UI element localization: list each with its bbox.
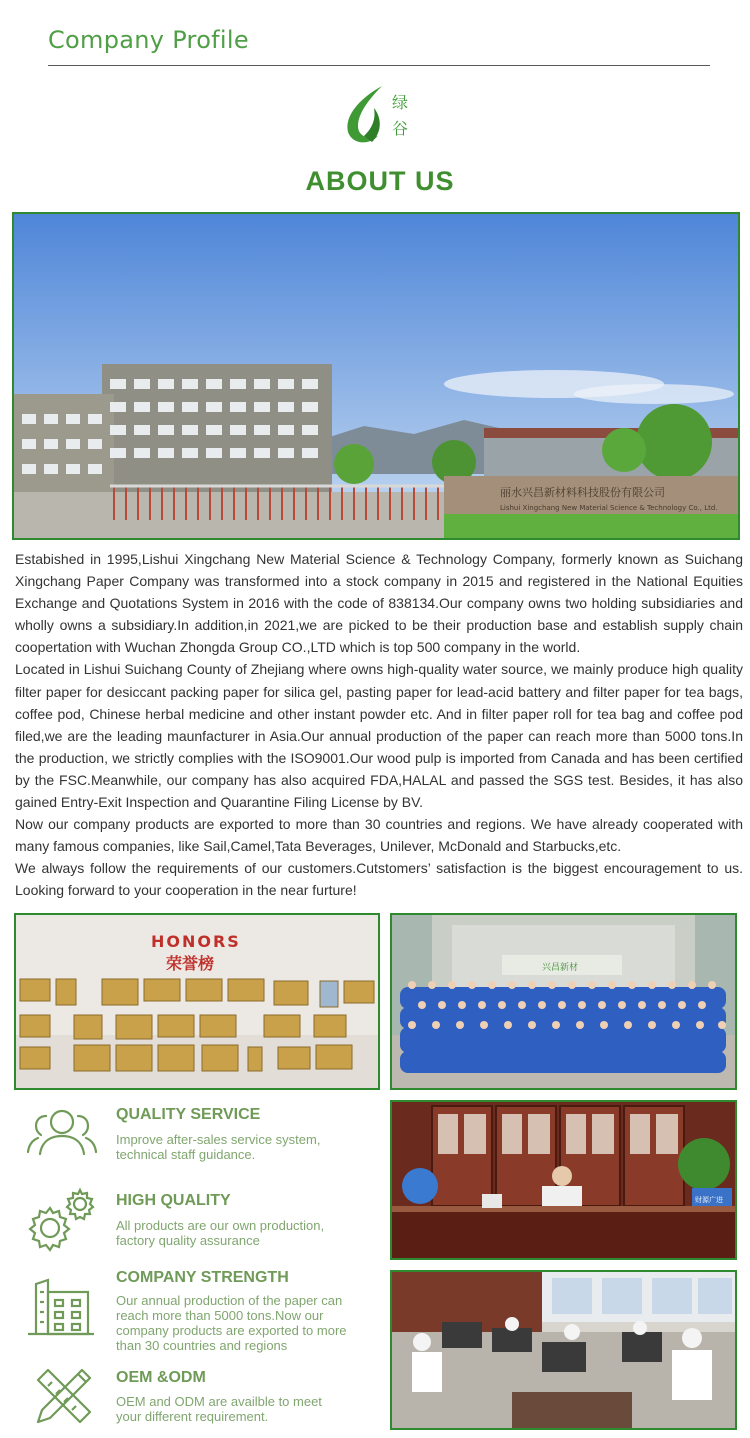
intro-text [15, 548, 743, 902]
team-photo [390, 913, 737, 1090]
intro-paragraph-1: Estabished in 1995,Lishui Xingchang New Material Science & Technology Company, formerly known as Suichang Xingchang Paper Company was transformed into a stock company in 2015 and registered in the National Equities Exchange and Quotations System in 2016 with the code of 838134.Our company owns two holding subsidiaries and wholly owns a subsidiary.In addition,in 2021,we are picked to be their production base and establish supply chain coopertation with Wuchan Zhongda Group CO.,LTD which is top 500 company in the world. [15, 551, 743, 656]
building-icon [24, 1270, 104, 1340]
users-icon [24, 1100, 104, 1170]
logo-char-1: 绿 [392, 93, 409, 112]
intro-paragraph-4: We always follow the requirements of our customers.Cutstomers’ satisfaction is the biggest encouragement to us. Looking forward to your cooperation in the near furture! [15, 860, 743, 899]
team-sign-text: 兴昌新材 [542, 963, 579, 973]
feature-title-quality-service: QUALITY SERVICE [116, 1106, 261, 1123]
feature-title-oem-odm: OEM &ODM [116, 1369, 206, 1386]
gears-icon [24, 1186, 104, 1256]
feature-desc-oem-odm: OEM and ODM are availble to meet your different requirement. [116, 1394, 322, 1424]
feature-desc-high-quality: All products are our own production, factory quality assurance [116, 1218, 325, 1248]
honors-title-cn: 荣誉榜 [166, 954, 215, 973]
page-title: Company Profile [48, 26, 249, 54]
workspace-photo [390, 1270, 737, 1430]
company-logo [338, 80, 416, 156]
honors-photo [14, 913, 380, 1090]
office-photo [390, 1100, 737, 1260]
feature-desc-quality-service: Improve after-sales service system, technical staff guidance. [116, 1132, 321, 1162]
feature-desc-company-strength: Our annual production of the paper can reach more than 5000 tons.Now our company products are exported to more than 30 countries and regions [116, 1293, 347, 1353]
factory-sign-subtext: Lishui Xingchang New Material Science & Technology Co., Ltd. [500, 504, 718, 512]
plant-label: 财源广进 [695, 1196, 723, 1204]
feature-title-high-quality: HIGH QUALITY [116, 1192, 231, 1209]
factory-photo [12, 212, 740, 540]
feature-title-company-strength: COMPANY STRENGTH [116, 1269, 289, 1286]
intro-paragraph-2: Located in Lishui Suichang County of Zhejiang where owns high-quality water source, we mainly produce high quality filter paper for desiccant packing paper for silica gel, pasting paper for lead-acid battery and filter paper for tea bags, coffee pod, Chinese herbal medicine and other instant powder etc. And in filter paper roll for tea bag and coffee pod filed,we are the leading maunfacturer in Asia.Our annual production of the paper can reach more than 5000 tons.In the production, we strictly complies with the ISO9001.Our wood pulp is imported from Canada and has been certified by the FSC.Meanwhile, our company has also acquired FDA,HALAL and passed the SGS test. Besides, it has also gained Entry-Exit Inspection and Quarantine Filing License by BV. [15, 661, 743, 811]
intro-paragraph-3: Now our company products are exported to more than 30 countries and regions. We have already cooperated with many famous companies, like Sail,Camel,Tata Beverages, Unilever, McDonald and Starbucks,etc. [15, 816, 743, 855]
honors-title-en: HONORS [151, 932, 241, 951]
factory-sign-text: 丽水兴昌新材料科技股份有限公司 [500, 486, 665, 499]
title-divider [48, 65, 710, 66]
pencil-ruler-icon [24, 1360, 104, 1430]
logo-char-2: 谷 [392, 119, 409, 138]
about-heading: ABOUT US [305, 166, 455, 196]
